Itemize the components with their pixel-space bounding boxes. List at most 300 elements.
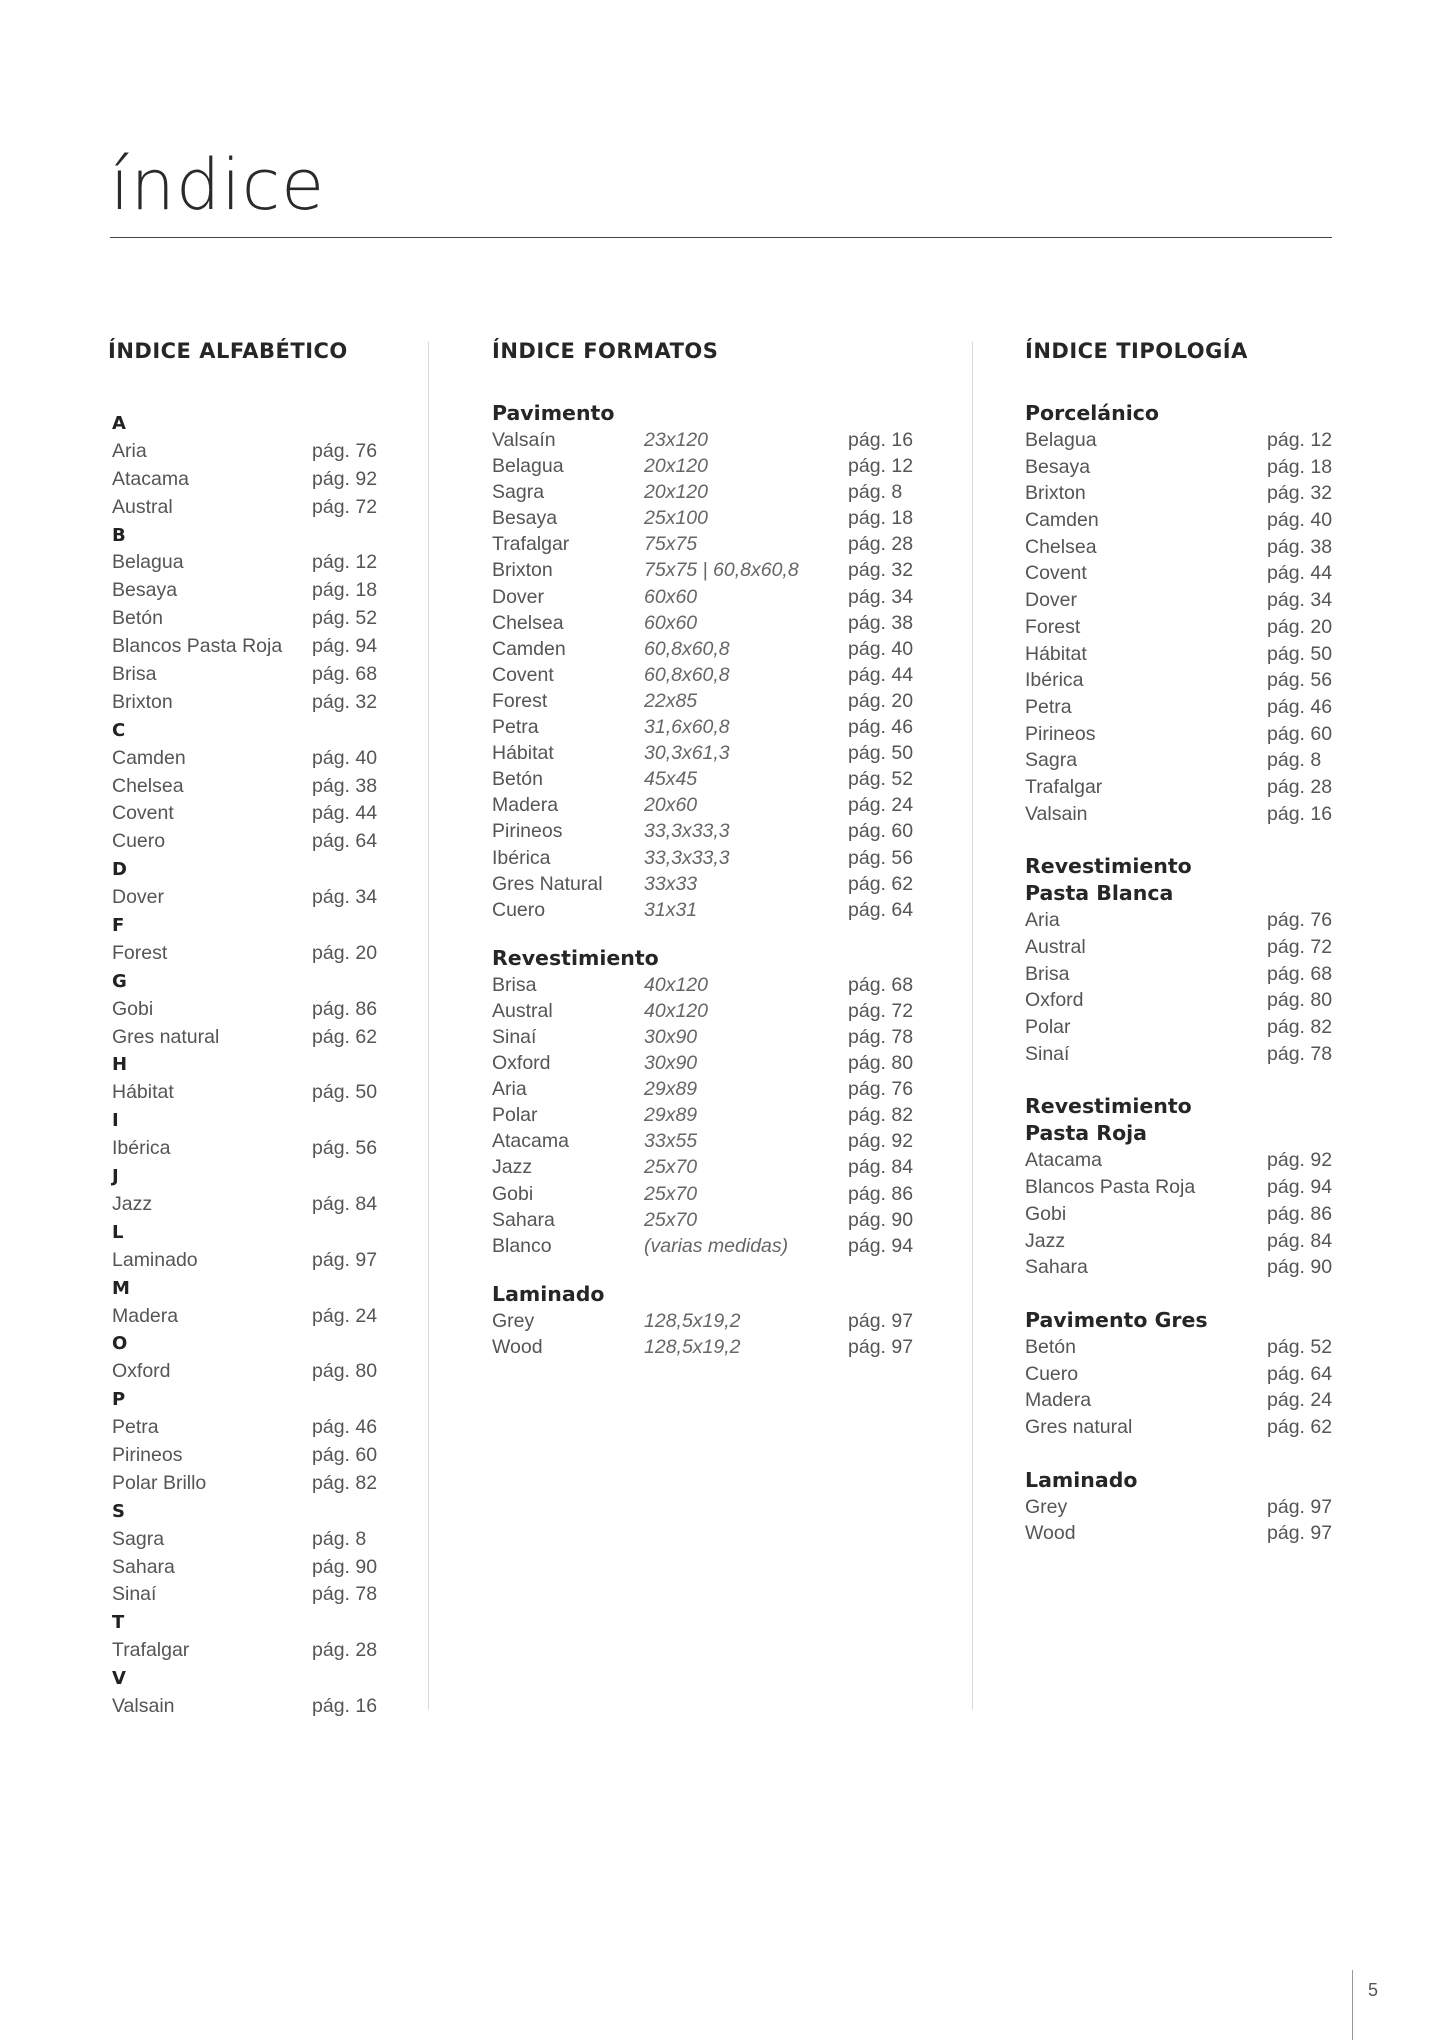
entry-size: 60,8x60,8 — [644, 637, 730, 660]
entry-name: Blanco — [492, 1234, 552, 1257]
entry-page: pág. 20 — [1267, 615, 1333, 638]
format-entry — [492, 818, 932, 844]
entry-name: Sagra — [112, 1527, 165, 1550]
entry-page: pág. 84 — [312, 1192, 378, 1215]
entry-page: pág. 16 — [312, 1694, 378, 1717]
index-entry — [112, 549, 408, 577]
index-entry — [112, 1303, 408, 1331]
entry-size: 20x120 — [644, 455, 708, 478]
typology-entry — [1025, 534, 1345, 561]
entry-page: pág. 12 — [312, 551, 378, 574]
entry-size: 31,6x60,8 — [644, 716, 730, 739]
entry-name: Brisa — [112, 663, 157, 686]
entry-name: Trafalgar — [492, 533, 570, 556]
index-entry — [112, 800, 408, 828]
format-group — [492, 400, 932, 923]
entry-name: Sinaí — [492, 1025, 537, 1048]
index-entry — [112, 1024, 408, 1052]
entry-page: pág. 28 — [312, 1639, 378, 1662]
letter-heading: O — [112, 1333, 128, 1355]
typology-entry — [1025, 1228, 1345, 1255]
entry-page: pág. 60 — [312, 1443, 378, 1466]
entry-name: Cuero — [492, 898, 546, 921]
entry-name: Aria — [492, 1078, 527, 1101]
letter-heading: H — [112, 1054, 128, 1076]
letter-heading: S — [112, 1500, 125, 1522]
format-entry — [492, 1233, 932, 1259]
entry-page: pág. 97 — [1267, 1495, 1333, 1518]
entry-page: pág. 76 — [312, 439, 378, 462]
entry-name: Covent — [492, 663, 554, 686]
typology-list — [1025, 400, 1345, 1547]
entry-page: pág. 16 — [848, 429, 914, 451]
entry-name: Brixton — [1025, 482, 1086, 505]
index-entry — [112, 661, 408, 689]
entry-page: pág. 38 — [312, 774, 378, 797]
entry-page: pág. 34 — [848, 585, 914, 608]
entry-size: 33x55 — [644, 1130, 698, 1153]
entry-size: 30,3x61,3 — [644, 742, 730, 765]
typology-entry — [1025, 1041, 1345, 1068]
entry-name: Wood — [1025, 1522, 1076, 1545]
entry-name: Chelsea — [1025, 535, 1097, 558]
entry-name: Brixton — [112, 690, 173, 713]
letter-heading: F — [112, 915, 125, 937]
typology-group-title: Revestimiento Pasta Blanca — [1025, 854, 1192, 906]
entry-size: 60,8x60,8 — [644, 663, 730, 686]
entry-name: Dover — [492, 585, 545, 608]
entry-size: 75x75 | 60,8x60,8 — [644, 559, 799, 582]
entry-name: Gres natural — [112, 1025, 220, 1048]
entry-name: Sagra — [492, 481, 545, 504]
typology-entry — [1025, 1494, 1345, 1521]
entry-name: Laminado — [112, 1248, 198, 1271]
typology-entry — [1025, 1174, 1345, 1201]
entry-page: pág. 52 — [312, 607, 378, 630]
format-entry — [492, 1154, 932, 1180]
entry-name: Jazz — [1025, 1229, 1066, 1252]
entry-page: pág. 64 — [312, 830, 378, 853]
entry-size: 33,3x33,3 — [644, 820, 730, 843]
entry-name: Belagua — [112, 551, 184, 574]
entry-size: 30x90 — [644, 1052, 698, 1075]
entry-page: pág. 80 — [312, 1360, 378, 1383]
entry-size: 33x33 — [644, 872, 698, 895]
page-number: 5 — [1368, 1980, 1379, 2000]
entry-name: Brisa — [1025, 962, 1070, 985]
column-divider — [972, 342, 973, 1710]
column-divider — [428, 342, 429, 1710]
typology-group — [1025, 400, 1345, 827]
format-entry — [492, 636, 932, 662]
typology-entry — [1025, 1334, 1345, 1361]
entry-name: Jazz — [492, 1156, 533, 1179]
entry-page: pág. 64 — [1267, 1362, 1333, 1385]
entry-name: Grey — [492, 1309, 535, 1332]
letter-heading: T — [112, 1612, 125, 1634]
title-divider — [110, 237, 1332, 238]
entry-size: 23x120 — [644, 429, 708, 451]
entry-size: (varias medidas) — [644, 1234, 789, 1257]
entry-name: Forest — [1025, 615, 1081, 638]
entry-size: 128,5x19,2 — [644, 1309, 741, 1332]
alphabetical-index-heading: ÍNDICE ALFABÉTICO — [108, 339, 348, 363]
entry-size: 33,3x33,3 — [644, 846, 730, 869]
entry-size: 40x120 — [644, 973, 708, 996]
index-entry — [112, 940, 408, 968]
format-entry — [492, 845, 932, 871]
entry-page: pág. 68 — [312, 663, 378, 686]
entry-size: 25x70 — [644, 1156, 698, 1179]
entry-page: pág. 82 — [312, 1471, 378, 1494]
entry-name: Aria — [1025, 909, 1060, 932]
typology-entry — [1025, 560, 1345, 587]
format-entry — [492, 1102, 932, 1128]
entry-page: pág. 32 — [312, 690, 378, 713]
entry-name: Betón — [1025, 1335, 1076, 1358]
entry-name: Wood — [492, 1335, 543, 1358]
letter-heading: C — [112, 719, 126, 741]
entry-name: Grey — [1025, 1495, 1068, 1518]
entry-page: pág. 84 — [848, 1156, 914, 1179]
entry-size: 29x89 — [644, 1104, 698, 1127]
entry-name: Besaya — [1025, 455, 1091, 478]
letter-heading: G — [112, 970, 127, 992]
entry-page: pág. 32 — [1267, 482, 1333, 505]
entry-page: pág. 56 — [312, 1137, 378, 1160]
letter-heading: V — [112, 1668, 126, 1690]
entry-page: pág. 90 — [848, 1208, 914, 1231]
entry-name: Austral — [492, 999, 553, 1022]
letter-heading: P — [112, 1389, 126, 1411]
typology-index — [1025, 336, 1345, 1573]
entry-page: pág. 80 — [848, 1052, 914, 1075]
entry-page: pág. 72 — [848, 999, 914, 1022]
typology-group-title: Revestimiento Pasta Roja — [1025, 1094, 1192, 1146]
letter-heading: J — [112, 1166, 119, 1188]
index-entry — [112, 438, 408, 466]
letter-heading: M — [112, 1277, 130, 1299]
index-entry — [112, 689, 408, 717]
index-entry — [112, 828, 408, 856]
entry-page: pág. 8 — [1267, 749, 1322, 772]
entry-page: pág. 34 — [1267, 589, 1333, 612]
entry-name: Sahara — [1025, 1256, 1088, 1279]
entry-name: Petra — [1025, 695, 1072, 718]
typology-entry — [1025, 694, 1345, 721]
entry-page: pág. 28 — [848, 533, 914, 556]
typology-entry — [1025, 1014, 1345, 1041]
format-entry — [492, 531, 932, 557]
typology-entry — [1025, 1387, 1345, 1414]
entry-page: pág. 82 — [1267, 1016, 1333, 1039]
entry-page: pág. 8 — [848, 481, 903, 504]
entry-page: pág. 18 — [312, 579, 378, 602]
format-entry — [492, 792, 932, 818]
format-entry — [492, 688, 932, 714]
entry-page: pág. 92 — [848, 1130, 914, 1153]
entry-page: pág. 18 — [1267, 455, 1333, 478]
entry-name: Camden — [1025, 509, 1099, 532]
formats-index — [492, 336, 932, 1382]
typology-entry — [1025, 427, 1345, 454]
format-entry — [492, 1076, 932, 1102]
entry-page: pág. 46 — [1267, 695, 1333, 718]
entry-name: Chelsea — [492, 611, 564, 634]
format-entry — [492, 453, 932, 479]
page-number-box — [1352, 1970, 1442, 2040]
entry-name: Oxford — [112, 1360, 171, 1383]
entry-name: Hábitat — [1025, 642, 1087, 665]
typology-entry — [1025, 961, 1345, 988]
format-group-title: Revestimiento — [492, 945, 659, 970]
format-entry — [492, 1334, 932, 1360]
typology-group — [1025, 1093, 1345, 1280]
entry-size: 75x75 — [644, 533, 698, 556]
entry-name: Trafalgar — [1025, 775, 1103, 798]
entry-page: pág. 90 — [312, 1555, 378, 1578]
entry-name: Polar — [492, 1104, 538, 1127]
index-entry — [112, 1414, 408, 1442]
entry-page: pág. 20 — [848, 689, 914, 712]
entry-page: pág. 46 — [312, 1416, 378, 1439]
typology-entry — [1025, 1520, 1345, 1547]
index-entry — [112, 1358, 408, 1386]
format-entry — [492, 610, 932, 636]
entry-page: pág. 68 — [848, 973, 914, 996]
entry-name: Betón — [492, 768, 543, 791]
entry-page: pág. 46 — [848, 716, 914, 739]
index-entry — [112, 633, 408, 661]
entry-page: pág. 56 — [848, 846, 914, 869]
typology-group — [1025, 1307, 1345, 1441]
typology-entry — [1025, 587, 1345, 614]
entry-name: Ibérica — [1025, 669, 1084, 692]
entry-name: Atacama — [492, 1130, 569, 1153]
entry-page: pág. 18 — [848, 507, 914, 530]
typology-group-title: Pavimento Gres — [1025, 1307, 1208, 1332]
index-entry — [112, 1191, 408, 1219]
entry-name: Sinaí — [1025, 1042, 1070, 1065]
entry-name: Pirineos — [492, 820, 563, 843]
entry-page: pág. 78 — [848, 1025, 914, 1048]
entry-page: pág. 94 — [848, 1234, 914, 1257]
entry-name: Chelsea — [112, 774, 184, 797]
entry-name: Brixton — [492, 559, 553, 582]
entry-name: Madera — [112, 1304, 179, 1327]
format-group-title: Laminado — [492, 1281, 605, 1306]
entry-name: Petra — [492, 716, 539, 739]
format-entry — [492, 584, 932, 610]
entry-page: pág. 34 — [312, 886, 378, 909]
entry-page: pág. 97 — [312, 1248, 378, 1271]
typology-entry — [1025, 1147, 1345, 1174]
entry-name: Aria — [112, 439, 147, 462]
entry-size: 45x45 — [644, 768, 698, 791]
entry-page: pág. 86 — [1267, 1202, 1333, 1225]
index-entry — [112, 494, 408, 522]
index-entry — [112, 1442, 408, 1470]
entry-name: Sinaí — [112, 1583, 157, 1606]
entry-name: Oxford — [492, 1052, 551, 1075]
entry-page: pág. 50 — [312, 1081, 378, 1104]
entry-page: pág. 94 — [1267, 1176, 1333, 1199]
entry-name: Ibérica — [492, 846, 551, 869]
index-entry — [112, 466, 408, 494]
entry-size: 20x60 — [644, 794, 698, 817]
entry-name: Cuero — [112, 830, 166, 853]
entry-size: 25x70 — [644, 1208, 698, 1231]
formats-list — [492, 400, 932, 1360]
entry-name: Valsaín — [492, 429, 556, 451]
entry-name: Camden — [112, 746, 186, 769]
entry-page: pág. 44 — [1267, 562, 1333, 585]
format-entry — [492, 1308, 932, 1334]
entry-size: 25x100 — [644, 507, 708, 530]
entry-page: pág. 12 — [848, 455, 914, 478]
format-entry — [492, 972, 932, 998]
typology-entry — [1025, 747, 1345, 774]
format-entry — [492, 1181, 932, 1207]
entry-name: Belagua — [1025, 429, 1097, 451]
typology-entry — [1025, 774, 1345, 801]
entry-name: Besaya — [112, 579, 178, 602]
index-entry — [112, 745, 408, 773]
entry-name: Sahara — [492, 1208, 555, 1231]
entry-page: pág. 72 — [312, 495, 378, 518]
entry-page: pág. 32 — [848, 559, 914, 582]
entry-page: pág. 72 — [1267, 936, 1333, 958]
entry-page: pág. 94 — [312, 635, 378, 658]
entry-name: Gobi — [112, 997, 154, 1020]
entry-name: Brisa — [492, 973, 537, 996]
typology-entry — [1025, 934, 1345, 961]
format-entry — [492, 1050, 932, 1076]
alphabetical-list — [108, 410, 408, 1721]
entry-name: Cuero — [1025, 1362, 1079, 1385]
entry-name: Gobi — [492, 1182, 534, 1205]
entry-name: Forest — [492, 689, 548, 712]
entry-page: pág. 44 — [848, 663, 914, 686]
format-entry — [492, 662, 932, 688]
format-entry — [492, 505, 932, 531]
entry-name: Covent — [112, 802, 174, 825]
typology-entry — [1025, 641, 1345, 668]
entry-name: Pirineos — [112, 1443, 183, 1466]
entry-name: Jazz — [112, 1192, 153, 1215]
entry-name: Madera — [492, 794, 559, 817]
entry-size: 22x85 — [644, 689, 698, 712]
entry-name: Austral — [1025, 936, 1086, 958]
entry-size: 60x60 — [644, 585, 698, 608]
entry-page: pág. 40 — [848, 637, 914, 660]
index-entry — [112, 1554, 408, 1582]
entry-page: pág. 97 — [1267, 1522, 1333, 1545]
entry-page: pág. 78 — [1267, 1042, 1333, 1065]
entry-name: Sahara — [112, 1555, 175, 1578]
index-entry — [112, 1637, 408, 1665]
entry-name: Camden — [492, 637, 566, 660]
entry-name: Gres natural — [1025, 1415, 1133, 1438]
format-group — [492, 945, 932, 1259]
entry-name: Gres Natural — [492, 872, 603, 895]
entry-page: pág. 76 — [848, 1078, 914, 1101]
entry-page: pág. 92 — [312, 467, 378, 490]
typology-entry — [1025, 1361, 1345, 1388]
entry-page: pág. 56 — [1267, 669, 1333, 692]
format-entry — [492, 897, 932, 923]
index-entry — [112, 1135, 408, 1163]
format-entry — [492, 871, 932, 897]
index-entry — [112, 1581, 408, 1609]
entry-name: Hábitat — [112, 1081, 174, 1104]
typology-entry — [1025, 721, 1345, 748]
typology-group-title: Laminado — [1025, 1467, 1138, 1492]
entry-page: pág. 92 — [1267, 1149, 1333, 1172]
entry-page: pág. 40 — [312, 746, 378, 769]
entry-page: pág. 16 — [1267, 802, 1333, 825]
entry-page: pág. 50 — [1267, 642, 1333, 665]
typology-entry — [1025, 614, 1345, 641]
entry-page: pág. 78 — [312, 1583, 378, 1606]
typology-entry — [1025, 907, 1345, 934]
entry-name: Sagra — [1025, 749, 1078, 772]
entry-name: Ibérica — [112, 1137, 171, 1160]
format-entry — [492, 740, 932, 766]
entry-name: Oxford — [1025, 989, 1084, 1012]
entry-page: pág. 8 — [312, 1527, 367, 1550]
entry-name: Belagua — [492, 455, 564, 478]
index-entry — [112, 605, 408, 633]
entry-page: pág. 60 — [1267, 722, 1333, 745]
index-entry — [112, 1526, 408, 1554]
entry-name: Petra — [112, 1416, 159, 1439]
entry-name: Austral — [112, 495, 173, 518]
typology-group-title: Porcelánico — [1025, 401, 1159, 425]
typology-group — [1025, 1467, 1345, 1547]
entry-page: pág. 40 — [1267, 509, 1333, 532]
index-entry — [112, 1693, 408, 1721]
entry-page: pág. 86 — [848, 1182, 914, 1205]
typology-entry — [1025, 667, 1345, 694]
entry-page: pág. 24 — [312, 1304, 378, 1327]
entry-name: Blancos Pasta Roja — [1025, 1176, 1196, 1199]
format-entry — [492, 479, 932, 505]
typology-entry — [1025, 454, 1345, 481]
entry-name: Covent — [1025, 562, 1087, 585]
entry-size: 40x120 — [644, 999, 708, 1022]
entry-page: pág. 97 — [848, 1335, 914, 1358]
typology-entry — [1025, 480, 1345, 507]
format-entry — [492, 998, 932, 1024]
entry-size: 31x31 — [644, 898, 698, 921]
typology-entry — [1025, 1201, 1345, 1228]
format-entry — [492, 1207, 932, 1233]
entry-page: pág. 90 — [1267, 1256, 1333, 1279]
entry-size: 30x90 — [644, 1025, 698, 1048]
typology-entry — [1025, 801, 1345, 828]
typology-entry — [1025, 1414, 1345, 1441]
entry-size: 20x120 — [644, 481, 708, 504]
index-entry — [112, 773, 408, 801]
letter-heading: B — [112, 524, 126, 546]
entry-name: Trafalgar — [112, 1639, 190, 1662]
entry-name: Polar Brillo — [112, 1471, 207, 1494]
index-entry — [112, 1247, 408, 1275]
entry-size: 60x60 — [644, 611, 698, 634]
entry-page: pág. 86 — [312, 997, 378, 1020]
entry-page: pág. 20 — [312, 941, 378, 964]
